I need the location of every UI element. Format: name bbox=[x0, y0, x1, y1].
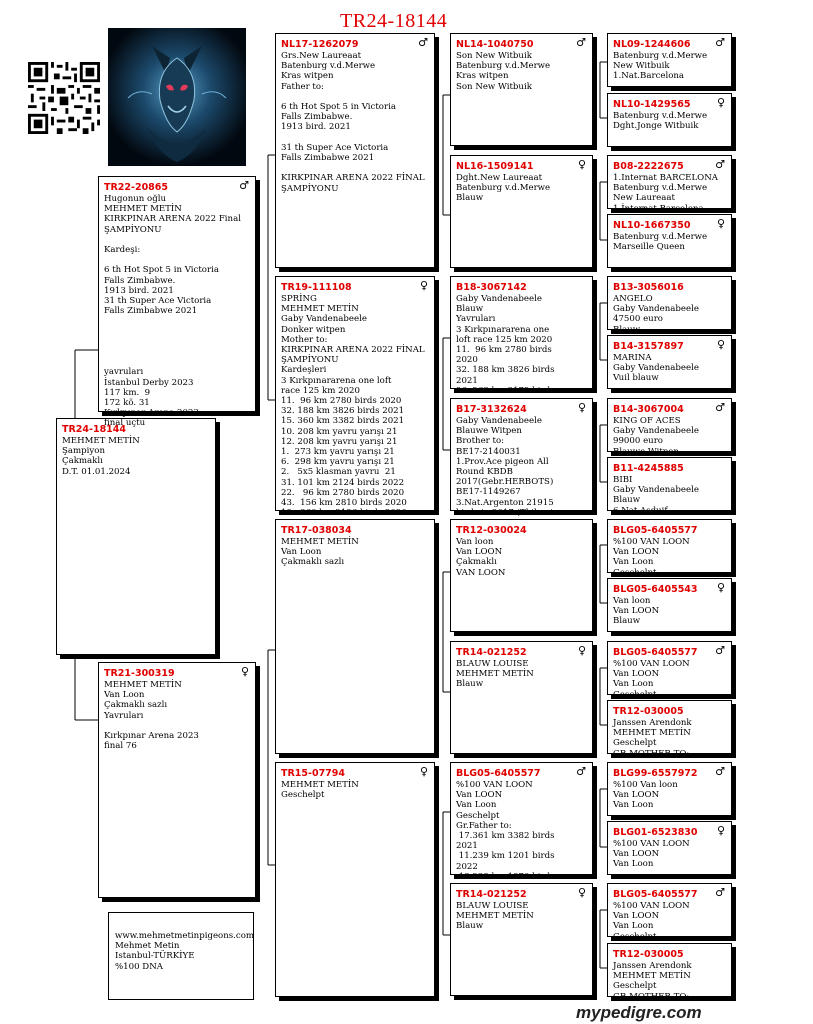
ring-number: B14-3157897 bbox=[613, 341, 684, 352]
pigeon-details: %100 VAN LOON Van LOON Van Loon Geschelpt bbox=[613, 537, 690, 578]
pigeon-details: Janssen Arendonk MEHMET METİN Geschelpt GR.MOTHER TO: bbox=[613, 961, 692, 1002]
female-sex-icon: ♀ bbox=[577, 886, 586, 899]
female-sex-icon: ♀ bbox=[419, 765, 428, 778]
pigeon-details: %100 VAN LOON Van LOON Van Loon Geschelpt bbox=[613, 901, 690, 942]
pigeon-details: MEHMET METİN Van Loon Çakmaklı sazlı Yavruları Kırkpınar Arena 2023 final 76 bbox=[104, 680, 199, 752]
brand-watermark[interactable]: mypedigre.com bbox=[576, 1003, 702, 1022]
pigeon-card-sire-dam[interactable] bbox=[275, 276, 435, 519]
ring-number: BLG05-6405577 bbox=[613, 525, 698, 536]
pigeon-details: Batenburg v.d.Merwe Marseille Queen bbox=[613, 232, 708, 253]
female-sex-icon: ♀ bbox=[577, 158, 586, 171]
male-sex-icon: ♂ bbox=[715, 158, 725, 171]
pigeon-card-sssd[interactable] bbox=[607, 93, 732, 147]
pigeon-card-sdss[interactable] bbox=[607, 276, 732, 335]
ring-number: BLG05-6405577 bbox=[456, 768, 541, 779]
ring-number: BLG05-6405577 bbox=[613, 889, 698, 900]
female-sex-icon: ♀ bbox=[577, 644, 586, 657]
ring-number: TR14-021252 bbox=[456, 647, 527, 658]
ring-number: NL17-1262079 bbox=[281, 39, 359, 50]
pigeon-card-sire-sire[interactable] bbox=[275, 33, 435, 268]
pigeon-card-dsss[interactable] bbox=[607, 519, 732, 578]
ring-number: NL10-1667350 bbox=[613, 220, 691, 231]
ring-number: BLG99-6557972 bbox=[613, 768, 698, 779]
pigeon-card-dsd[interactable] bbox=[450, 641, 593, 754]
ring-number: TR15-07794 bbox=[281, 768, 346, 779]
ring-number: TR12-030005 bbox=[613, 949, 684, 960]
pigeon-details: Van loon Van LOON Blauw bbox=[613, 596, 660, 627]
ring-number: B17-3132624 bbox=[456, 404, 527, 415]
pigeon-card-dam[interactable] bbox=[98, 662, 256, 898]
pigeon-card-sddd[interactable] bbox=[607, 457, 732, 516]
pigeon-details: BIBI Gaby Vandenabeele Blauw 6.Nat.Asduif bbox=[613, 475, 699, 516]
pigeon-card-dss[interactable] bbox=[450, 519, 593, 632]
pigeon-details: Dght.New Laureaat Batenburg v.d.Merwe Blauw bbox=[456, 173, 551, 204]
ring-number: TR24-18144 bbox=[62, 424, 127, 435]
female-sex-icon: ♀ bbox=[240, 665, 249, 678]
pigeon-details: Batenburg v.d.Merwe New Witbuik 1.Nat.Barcelona bbox=[613, 51, 708, 82]
female-sex-icon: ♀ bbox=[716, 824, 725, 837]
owner-info-box bbox=[108, 912, 254, 1000]
pigeon-details: Gaby Vandenabeele Blauwe Witpen Brother to: BE17-2140031 1.Prov.Ace pigeon All Round KBDB 2017(Gebr.HERBOTS) BE17-1149267 3.Nat.Argenton 21915 birds in 2017 (Thibaut- bbox=[456, 416, 557, 518]
ring-number: NL09-1244606 bbox=[613, 39, 691, 50]
ring-number: BLG05-6405577 bbox=[613, 647, 698, 658]
pigeon-details: MEHMET METİN Geschelpt bbox=[281, 780, 359, 801]
pigeon-card-ssss[interactable] bbox=[607, 33, 732, 87]
pedigree-title: TR24-18144 bbox=[340, 10, 448, 32]
female-sex-icon: ♀ bbox=[716, 338, 725, 351]
pigeon-card-sdsd[interactable] bbox=[607, 335, 732, 389]
pigeon-card-sds[interactable] bbox=[450, 276, 593, 396]
pigeon-card-main[interactable] bbox=[56, 418, 216, 655]
pigeon-details: 1.Internat BARCELONA Batenburg v.d.Merwe New Laureaat 1.İnternat Barcelona bbox=[613, 173, 718, 214]
pigeon-details: BLAUW LOUISE MEHMET METİN Blauw bbox=[456, 659, 534, 690]
pigeon-details: BLAUW LOUISE MEHMET METİN Blauw bbox=[456, 901, 534, 932]
male-sex-icon: ♂ bbox=[715, 644, 725, 657]
male-sex-icon: ♂ bbox=[418, 36, 428, 49]
male-sex-icon: ♂ bbox=[715, 36, 725, 49]
pigeon-card-dsds[interactable] bbox=[607, 641, 732, 700]
ring-number: TR19-111108 bbox=[281, 282, 352, 293]
ring-number: TR12-030024 bbox=[456, 525, 527, 536]
pigeon-card-ddsd[interactable] bbox=[607, 821, 732, 875]
pigeon-card-dam-sire[interactable] bbox=[275, 519, 435, 754]
ring-number: BLG01-6523830 bbox=[613, 827, 698, 838]
pigeon-card-ssds[interactable] bbox=[607, 155, 732, 214]
pigeon-card-ddds[interactable] bbox=[607, 883, 732, 942]
pigeon-card-ddss[interactable] bbox=[607, 762, 732, 816]
ring-number: TR12-030005 bbox=[613, 706, 684, 717]
pigeon-details: KING OF ACES Gaby Vandenabeele 99000 euro Blauwe Witpen bbox=[613, 416, 699, 457]
female-sex-icon: ♀ bbox=[716, 217, 725, 230]
male-sex-icon: ♂ bbox=[715, 401, 725, 414]
ring-number: NL10-1429565 bbox=[613, 99, 691, 110]
pigeon-card-dam-dam[interactable] bbox=[275, 762, 435, 997]
pigeon-card-sdds[interactable] bbox=[607, 398, 732, 457]
male-sex-icon: ♂ bbox=[715, 886, 725, 899]
pigeon-details: %100 VAN LOON Van LOON Van Loon Geschelpt bbox=[613, 659, 690, 700]
pigeon-card-ddd[interactable] bbox=[450, 883, 593, 996]
female-sex-icon: ♀ bbox=[577, 401, 586, 414]
pigeon-card-dddd[interactable] bbox=[607, 943, 732, 1002]
ring-number: TR17-038034 bbox=[281, 525, 352, 536]
female-sex-icon: ♀ bbox=[716, 96, 725, 109]
ring-number: B18-3067142 bbox=[456, 282, 527, 293]
pigeon-details: MEHMET METİN Şampiyon Çakmaklı D.T. 01.01.2024 bbox=[62, 436, 140, 477]
ring-number: B13-3056016 bbox=[613, 282, 684, 293]
pigeon-details: Hugonun oğlu MEHMET METİN KIRKPINAR ARENA 2022 Final ŞAMPİYONU Kardeşi: 6 th Hot Spot 5 in Victoria Falls Zimbabwe. 1913 bird. 2021 31 th Super Ace Victoria Falls Zimbabwe 2021 yavruları İstanbul Derby 2023 117 km. 9 172 kö. 31 Kırkpınar Arena 2023 final uçtu bbox=[104, 194, 241, 429]
pigeon-details: SPRİNG MEHMET METİN Gaby Vandenabeele Donker witpen Mother to: KIRKPINAR ARENA 2022 FİNAL ŞAMPİYONU Kardeşleri 3 Kırkpınararena one loft race 125 km 2020 11. 96 km 2780 birds 2020 32. 188 km 3826 birds 2021 15. 360 km 3382 birds 2021 10. 208 km yavru yarışı 21 12. 208 km yavru yarışı 21 1. 273 km yavru yarışı 21 6. 298 km yavru yarışı 21 2. 5x5 klasman yavru 21 31. 101 km 2124 birds 2022 22. 96 km 2780 birds 2020 43. 156 km 2810 birds 2020 19. 360 km 2136 birds 2020 bbox=[281, 294, 425, 519]
ring-number: B11-4245885 bbox=[613, 463, 684, 474]
pigeon-card-dds[interactable] bbox=[450, 762, 593, 882]
pigeon-details: Batenburg v.d.Merwe Dght.Jonge Witbuik bbox=[613, 111, 708, 132]
pigeon-details: Grs.New Laureaat Batenburg v.d.Merwe Kras witpen Father to: 6 th Hot Spot 5 in Victoria Falls Zimbabwe. 1913 bird. 2021 31 th Super Ace Victoria Falls Zimbabwe 2021 KIRKPINAR ARENA 2022 FİNAL ŞAMPİYONU bbox=[281, 51, 425, 194]
male-sex-icon: ♂ bbox=[715, 765, 725, 778]
ring-number: TR21-300319 bbox=[104, 668, 175, 679]
pigeon-details: Gaby Vandenabeele Blauw Yavruları 3 Kırkpınararena one loft race 125 km 2020 11. 96 km 2780 birds 2020 32. 188 km 3826 birds 2021 96. 263 km 3172 birds bbox=[456, 294, 555, 396]
ring-number: NL16-1509141 bbox=[456, 161, 534, 172]
pigeon-details: MARINA Gaby Vandenabeele Vuil blauw bbox=[613, 353, 699, 384]
pigeon-details: MEHMET METİN Van Loon Çakmaklı sazlı bbox=[281, 537, 359, 568]
ring-number: TR14-021252 bbox=[456, 889, 527, 900]
pigeon-details: Son New Witbuik Batenburg v.d.Merwe Kras witpen Son New Witbuik bbox=[456, 51, 551, 92]
pigeon-card-ssd[interactable] bbox=[450, 155, 593, 268]
pigeon-details: Van loon Van LOON Çakmaklı VAN LOON bbox=[456, 537, 506, 578]
pigeon-details: Janssen Arendonk MEHMET METİN Geschelpt GR.MOTHER TO: bbox=[613, 718, 692, 759]
female-sex-icon: ♀ bbox=[419, 279, 428, 292]
pigeon-details: %100 VAN LOON Van LOON Van Loon Geschelpt Gr.Father to: 17.361 km 3382 birds 2021 11.239 km 1201 birds 2022 13.239 km 1970 birds bbox=[456, 780, 555, 882]
ring-number: BLG05-6405543 bbox=[613, 584, 698, 595]
pigeon-card-ssdd[interactable] bbox=[607, 214, 732, 268]
pigeon-details: ANGELO Gaby Vandenabeele 47500 euro Blauw bbox=[613, 294, 699, 335]
ring-number: NL14-1040750 bbox=[456, 39, 534, 50]
male-sex-icon: ♂ bbox=[576, 36, 586, 49]
female-sex-icon: ♀ bbox=[716, 581, 725, 594]
ring-number: TR22-20865 bbox=[104, 182, 169, 193]
ring-number: B08-2222675 bbox=[613, 161, 684, 172]
male-sex-icon: ♂ bbox=[576, 765, 586, 778]
male-sex-icon: ♂ bbox=[239, 179, 249, 192]
ring-number: B14-3067004 bbox=[613, 404, 684, 415]
pigeon-card-sss[interactable] bbox=[450, 33, 593, 146]
pigeon-card-sire[interactable] bbox=[98, 176, 256, 429]
pigeon-card-sdd[interactable] bbox=[450, 398, 593, 518]
pigeon-details: %100 Van loon Van LOON Van Loon bbox=[613, 780, 678, 811]
pigeon-card-dssd[interactable] bbox=[607, 578, 732, 632]
owner-info: www.mehmetmetinpigeons.com Mehmet Metin Istanbul-TÜRKİYE %100 DNA bbox=[115, 931, 255, 972]
pigeon-card-dsdd[interactable] bbox=[607, 700, 732, 759]
pigeon-details: %100 VAN LOON Van LOON Van Loon bbox=[613, 839, 690, 870]
